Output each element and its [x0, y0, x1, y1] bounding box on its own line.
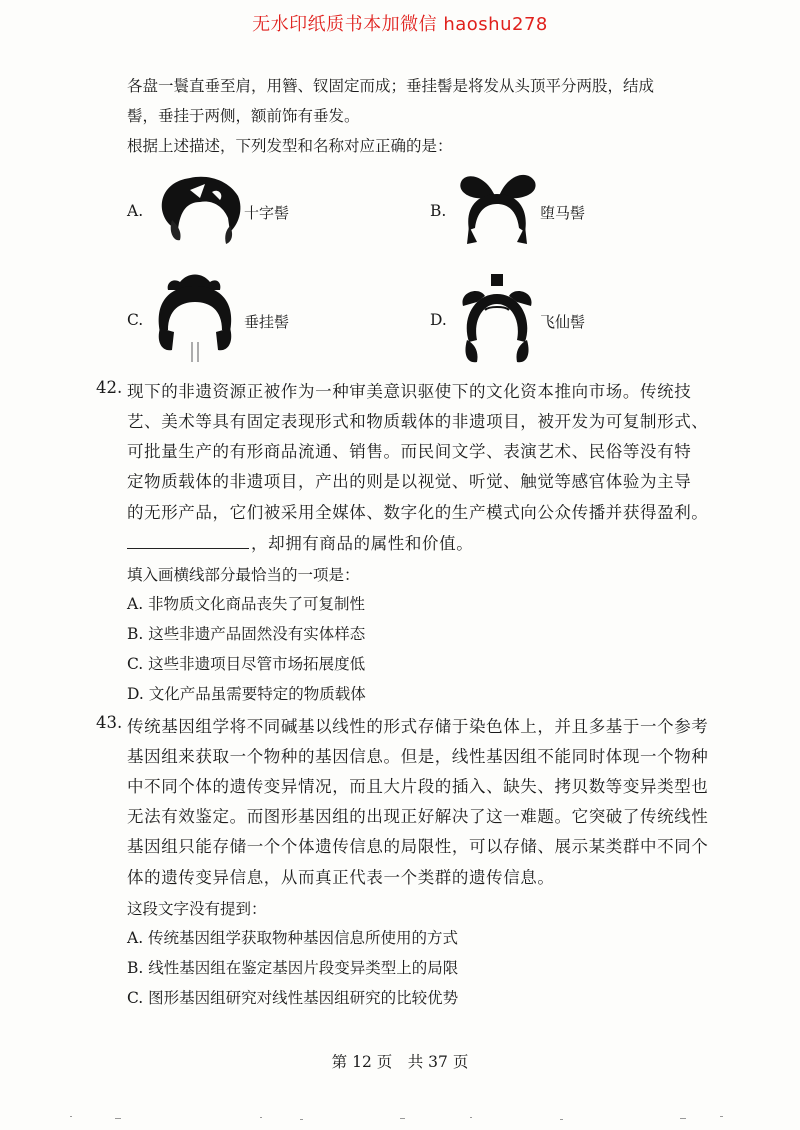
q42-line-3: 可批量生产的有形商品流通、销售。而民间文学、表演艺术、民俗等没有特 [127, 442, 692, 461]
q41-option-a-letter[interactable]: A. [127, 202, 144, 220]
q42-option-b[interactable]: B. 这些非遗产品固然没有实体样态 [127, 625, 366, 643]
q43-option-a[interactable]: A. 传统基因组学获取物种基因信息所使用的方式 [127, 929, 459, 947]
q42-line-2: 艺、美术等具有固定表现形式和物质载体的非遗项目，被开发为可复制形式、 [127, 412, 709, 431]
q42-line-4: 定物质载体的非遗项目，产出的则是以视觉、听觉、触觉等感官体验为主导 [127, 472, 692, 491]
q42-blank-tail: ，却拥有商品的属性和价值。 [251, 534, 474, 553]
q42-option-a[interactable]: A. 非物质文化商品丧失了可复制性 [127, 595, 366, 613]
q41-prompt: 根据上述描述，下列发型和名称对应正确的是： [127, 137, 453, 155]
q43-prompt: 这段文字没有提到： [127, 900, 267, 918]
q42-number: 42. [96, 378, 123, 397]
scan-specks [0, 1108, 800, 1128]
q43-line-4: 无法有效鉴定。而图形基因组的出现正好解决了这一难题。它突破了传统线性 [127, 807, 709, 826]
q41-option-b-letter[interactable]: B. [430, 202, 447, 220]
q41-option-c-name: 垂挂髻 [244, 313, 290, 331]
q41-text-line-1: 各盘一鬟直垂至肩，用簪、钗固定而成；垂挂髻是将发从头顶平分两股，结成 [127, 77, 655, 95]
q43-line-5: 基因组只能存储一个个体遗传信息的局限性，可以存储、展示某类群中不同个 [127, 837, 709, 856]
q41-option-b-name: 堕马髻 [540, 204, 586, 222]
q43-line-1: 传统基因组学将不同碱基以线性的形式存储于染色体上，并且多基于一个参考 [127, 717, 709, 736]
hairstyle-d-image [455, 272, 540, 368]
q41-option-d-name: 飞仙髻 [540, 313, 586, 331]
page-footer: 第 12 页 共 37 页 [331, 1053, 469, 1071]
q42-option-d[interactable]: D. 文化产品虽需要特定的物质载体 [127, 685, 366, 703]
watermark: 无水印纸质书本加微信 haoshu278 [252, 14, 548, 35]
q43-line-6: 体的遗传变异信息，从而真正代表一个类群的遗传信息。 [127, 868, 555, 887]
q43-line-3: 中不同个体的遗传变异情况，而且大片段的插入、缺失、拷贝数等变异类型也 [127, 777, 709, 796]
q43-option-c[interactable]: C. 图形基因组研究对线性基因组研究的比较优势 [127, 989, 459, 1007]
hairstyle-c-image [150, 272, 240, 364]
q42-option-c[interactable]: C. 这些非遗项目尽管市场拓展度低 [127, 655, 366, 673]
q43-option-b[interactable]: B. 线性基因组在鉴定基因片段变异类型上的局限 [127, 959, 459, 977]
q42-answer-blank[interactable] [127, 534, 249, 549]
q42-prompt: 填入画横线部分最恰当的一项是： [127, 566, 360, 584]
q42-line-5: 的无形产品，它们被采用全媒体、数字化的生产模式向公众传播并获得盈利。 [127, 503, 709, 522]
q41-option-d-letter[interactable]: D. [430, 311, 447, 329]
hairstyle-a-image [150, 170, 245, 250]
hairstyle-b-image [455, 168, 540, 246]
q41-option-a-name: 十字髻 [244, 204, 290, 222]
q43-number: 43. [96, 713, 123, 732]
q42-line-1: 现下的非遗资源正被作为一种审美意识驱使下的文化资本推向市场。传统技 [127, 382, 692, 401]
q41-text-line-2: 髻，垂挂于两侧，额前饰有垂发。 [127, 107, 360, 125]
q42-blank-line [127, 530, 473, 554]
q41-option-c-letter[interactable]: C. [127, 311, 144, 329]
q43-line-2: 基因组来获取一个物种的基因信息。但是，线性基因组不能同时体现一个物种 [127, 747, 709, 766]
